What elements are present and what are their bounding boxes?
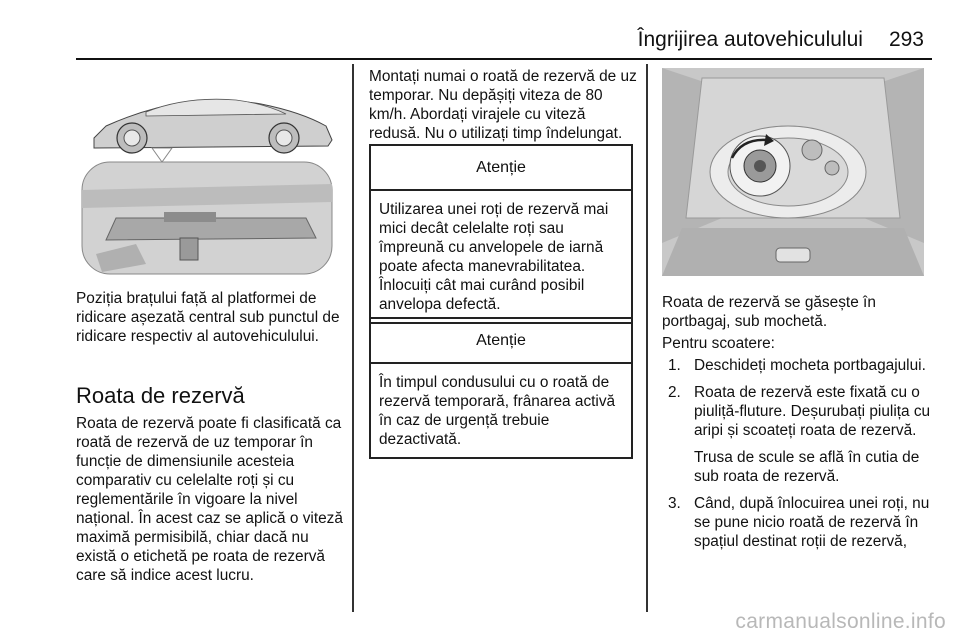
step-number: 2. bbox=[668, 384, 681, 401]
step-text: Roata de rezervă este fixată cu o piuliță-fluture. Deșurubați piulița cu aripi și scoateți roata de rezervă. bbox=[694, 384, 931, 439]
step-number: 1. bbox=[668, 357, 681, 374]
section-heading: Roata de rezervă bbox=[76, 383, 245, 408]
warning-box-1 bbox=[369, 144, 633, 324]
step-text: Când, după înlocuirea unei roți, nu se pune nicio roată de rezervă în spațiul destinat roții de rezervă, bbox=[694, 495, 930, 550]
warning-title-2: Atenție bbox=[371, 319, 631, 364]
lift-point-illustration bbox=[76, 68, 338, 276]
warning-box-2 bbox=[369, 317, 633, 459]
column-divider-1 bbox=[352, 64, 354, 612]
intro-paragraph: Montați numai o roată de rezervă de uz temporar. Nu depășiți viteza de 80 km/h. Abordați virajele cu viteză redusă. Nu o utilizați timp îndelungat. bbox=[369, 68, 637, 142]
spare-wheel-paragraph: Roata de rezervă poate fi clasificată ca roată de rezervă de uz temporar în funcție de dimensiunile acesteia comparativ cu celelalte roți și cu reglementările în vigoare la nivel național. În acest caz se aplică o viteză maximă permisibilă, chiar dacă nu există o etichetă pe roata de rezervă care să indice acest lucru. bbox=[76, 415, 343, 584]
step-item bbox=[668, 383, 932, 486]
column-divider-2 bbox=[646, 64, 648, 612]
warning-text-2: În timpul condusului cu o roată de rezervă temporară, frânarea activă în caz de urgență trebuie dezactivată. bbox=[379, 374, 616, 448]
spare-wheel-trunk-illustration bbox=[662, 68, 924, 276]
page-number: 293 bbox=[888, 28, 924, 51]
header-rule bbox=[76, 58, 932, 60]
step-number: 3. bbox=[668, 495, 681, 512]
step-item bbox=[668, 494, 932, 551]
warning-title-1: Atenție bbox=[371, 146, 631, 191]
warning-text-1: Utilizarea unei roți de rezervă mai mici decât celelalte roți sau împreună cu anvelopele de iarnă poate afecta manevrabilitatea. Înlocuiți cât mai curând posibil anvelopa defectă. bbox=[379, 201, 609, 313]
page-header bbox=[638, 28, 924, 52]
removal-steps bbox=[668, 356, 932, 559]
lift-caption: Poziția brațului față al platformei de ridicare așezată central sub punctul de ridicare respectiv al autovehiculului. bbox=[76, 290, 340, 345]
removal-lead: Pentru scoatere: bbox=[662, 335, 775, 352]
step-note: Trusa de scule se află în cutia de sub roata de rezervă. bbox=[694, 449, 920, 485]
step-text: Deschideți mocheta portbagajului. bbox=[694, 357, 926, 374]
section-title: Îngrijirea autovehiculului bbox=[637, 28, 863, 51]
step-item bbox=[668, 356, 932, 375]
watermark[interactable]: carmanualsonline.info bbox=[735, 610, 946, 633]
trunk-caption: Roata de rezervă se găsește în portbagaj, sub mochetă. bbox=[662, 294, 876, 330]
